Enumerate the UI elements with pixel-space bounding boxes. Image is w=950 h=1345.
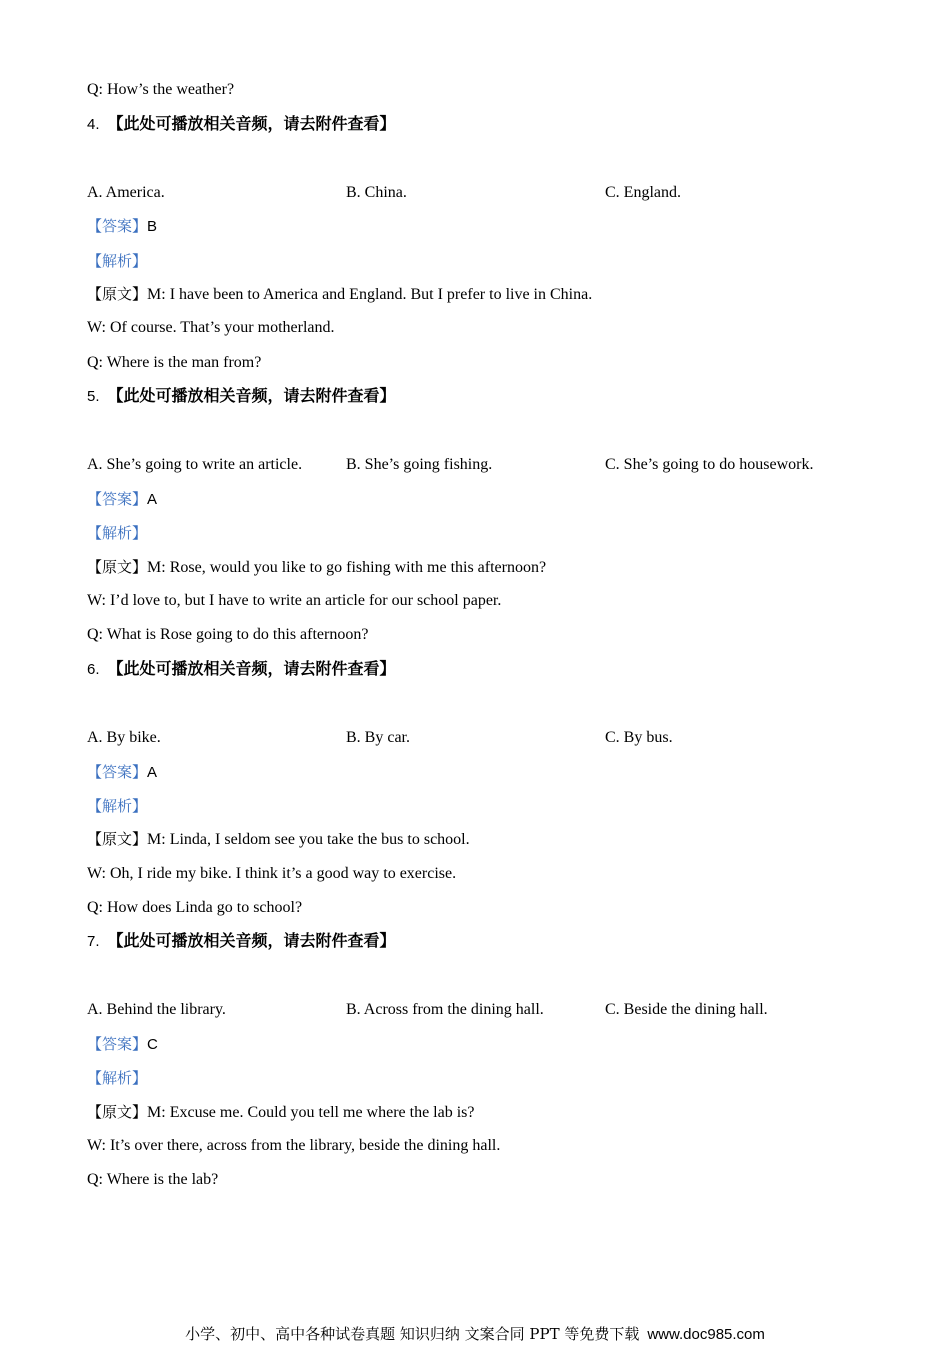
analysis-label: 【解析】 bbox=[87, 797, 148, 815]
question-4-heading bbox=[87, 114, 396, 135]
transcript-label: 【原文】 bbox=[87, 285, 148, 303]
answer-label: 【答案】 bbox=[87, 217, 148, 235]
transcript-line-q: Q: How does Linda go to school? bbox=[87, 899, 303, 916]
option-a: A. America. bbox=[87, 184, 165, 201]
transcript-line-q: Q: What is Rose going to do this afternoon? bbox=[87, 626, 369, 643]
answer-value: A bbox=[147, 491, 158, 508]
answer-value: B bbox=[147, 218, 158, 235]
page-footer bbox=[0, 1324, 950, 1345]
intro-question: Q: How’s the weather? bbox=[87, 81, 235, 98]
option-c: C. She’s going to do housework. bbox=[605, 456, 814, 473]
option-b: B. She’s going fishing. bbox=[346, 456, 493, 473]
transcript-m-text: M: Rose, would you like to go fishing with me this afternoon? bbox=[147, 559, 547, 576]
question-6-heading bbox=[87, 659, 396, 680]
option-b: B. Across from the dining hall. bbox=[346, 1001, 544, 1018]
audio-prompt[interactable]: 【此处可播放相关音频，请去附件查看】 bbox=[107, 386, 396, 405]
transcript-line-w: W: It’s over there, across from the library, beside the dining hall. bbox=[87, 1137, 501, 1154]
transcript-line-m bbox=[87, 1102, 475, 1123]
option-b: B. China. bbox=[346, 184, 407, 201]
option-b: B. By car. bbox=[346, 729, 410, 746]
transcript-line-m bbox=[87, 829, 470, 850]
transcript-m-text: M: I have been to America and England. But I prefer to live in China. bbox=[147, 286, 593, 303]
option-c: C. By bus. bbox=[605, 729, 673, 746]
option-a: A. She’s going to write an article. bbox=[87, 456, 303, 473]
option-c: C. Beside the dining hall. bbox=[605, 1001, 768, 1018]
analysis-line bbox=[87, 1068, 147, 1089]
transcript-line-w: W: I’d love to, but I have to write an article for our school paper. bbox=[87, 592, 502, 609]
question-number: 6. bbox=[87, 661, 100, 678]
question-4-options bbox=[0, 183, 950, 203]
answer-label: 【答案】 bbox=[87, 1035, 148, 1053]
transcript-m-text: M: Linda, I seldom see you take the bus to school. bbox=[147, 831, 470, 848]
answer-label: 【答案】 bbox=[87, 490, 148, 508]
transcript-m-text: M: Excuse me. Could you tell me where the lab is? bbox=[147, 1104, 475, 1121]
audio-prompt[interactable]: 【此处可播放相关音频，请去附件查看】 bbox=[107, 114, 396, 133]
option-a: A. Behind the library. bbox=[87, 1001, 226, 1018]
answer-line bbox=[87, 216, 157, 237]
analysis-label: 【解析】 bbox=[87, 252, 148, 270]
transcript-line-q: Q: Where is the man from? bbox=[87, 354, 262, 371]
footer-text: 小学、初中、高中各种试卷真题 知识归纳 文案合同 PPT 等免费下载 bbox=[185, 1325, 640, 1343]
answer-value: C bbox=[147, 1036, 158, 1053]
option-c: C. England. bbox=[605, 184, 681, 201]
answer-line bbox=[87, 489, 157, 510]
analysis-line bbox=[87, 796, 147, 817]
option-a: A. By bike. bbox=[87, 729, 161, 746]
transcript-label: 【原文】 bbox=[87, 1103, 148, 1121]
question-5-heading bbox=[87, 386, 396, 407]
audio-prompt[interactable]: 【此处可播放相关音频，请去附件查看】 bbox=[107, 931, 396, 950]
audio-prompt[interactable]: 【此处可播放相关音频，请去附件查看】 bbox=[107, 659, 396, 678]
transcript-line-m bbox=[87, 557, 546, 578]
question-7-heading bbox=[87, 931, 396, 952]
analysis-line bbox=[87, 523, 147, 544]
answer-line bbox=[87, 1034, 158, 1055]
question-number: 5. bbox=[87, 388, 100, 405]
footer-url[interactable]: www.doc985.com bbox=[647, 1326, 765, 1343]
analysis-line bbox=[87, 251, 147, 272]
analysis-label: 【解析】 bbox=[87, 1069, 148, 1087]
transcript-label: 【原文】 bbox=[87, 830, 148, 848]
transcript-label: 【原文】 bbox=[87, 558, 148, 576]
question-number: 7. bbox=[87, 933, 100, 950]
answer-line bbox=[87, 762, 157, 783]
question-5-options bbox=[0, 455, 950, 475]
question-7-options bbox=[0, 1000, 950, 1020]
transcript-line-w: W: Of course. That’s your motherland. bbox=[87, 319, 335, 336]
transcript-line-m bbox=[87, 284, 592, 305]
question-number: 4. bbox=[87, 116, 100, 133]
analysis-label: 【解析】 bbox=[87, 524, 148, 542]
question-6-options bbox=[0, 728, 950, 748]
answer-value: A bbox=[147, 764, 158, 781]
transcript-line-q: Q: Where is the lab? bbox=[87, 1171, 219, 1188]
answer-label: 【答案】 bbox=[87, 763, 148, 781]
transcript-line-w: W: Oh, I ride my bike. I think it’s a good way to exercise. bbox=[87, 865, 457, 882]
